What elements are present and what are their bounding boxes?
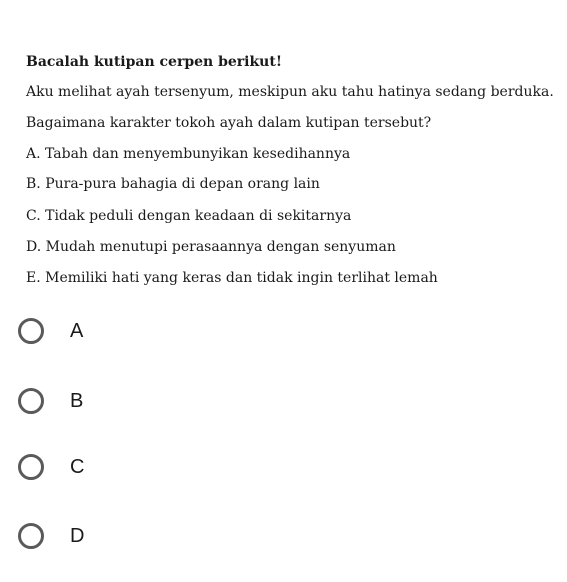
answer-label-d: D xyxy=(70,524,85,547)
radio-icon[interactable] xyxy=(18,523,44,549)
answer-option-a[interactable] xyxy=(18,318,83,344)
choice-a: A. Tabah dan menyembunyikan kesedihannya xyxy=(26,146,351,162)
answer-label-a: A xyxy=(70,319,84,342)
question-title: Bacalah kutipan cerpen berikut! xyxy=(26,54,282,70)
choice-c: C. Tidak peduli dengan keadaan di sekitarnya xyxy=(26,208,352,224)
radio-icon[interactable] xyxy=(18,388,44,414)
question-block xyxy=(26,52,561,294)
question-excerpt: Aku melihat ayah tersenyum, meskipun aku tahu hatinya sedang berduka. xyxy=(26,84,554,100)
radio-icon[interactable] xyxy=(18,454,44,480)
answer-option-b[interactable] xyxy=(18,388,83,414)
choice-b: B. Pura-pura bahagia di depan orang lain xyxy=(26,176,320,192)
answer-label-b: B xyxy=(70,389,84,412)
answer-option-d[interactable] xyxy=(18,523,84,549)
question-prompt: Bagaimana karakter tokoh ayah dalam kutipan tersebut? xyxy=(26,115,432,131)
answer-label-c: C xyxy=(70,455,85,478)
choice-e: E. Memiliki hati yang keras dan tidak ingin terlihat lemah xyxy=(26,270,438,286)
choice-list xyxy=(26,144,561,294)
answer-option-c[interactable] xyxy=(18,454,84,480)
radio-icon[interactable] xyxy=(18,318,44,344)
choice-d: D. Mudah menutupi perasaannya dengan senyuman xyxy=(26,239,396,255)
